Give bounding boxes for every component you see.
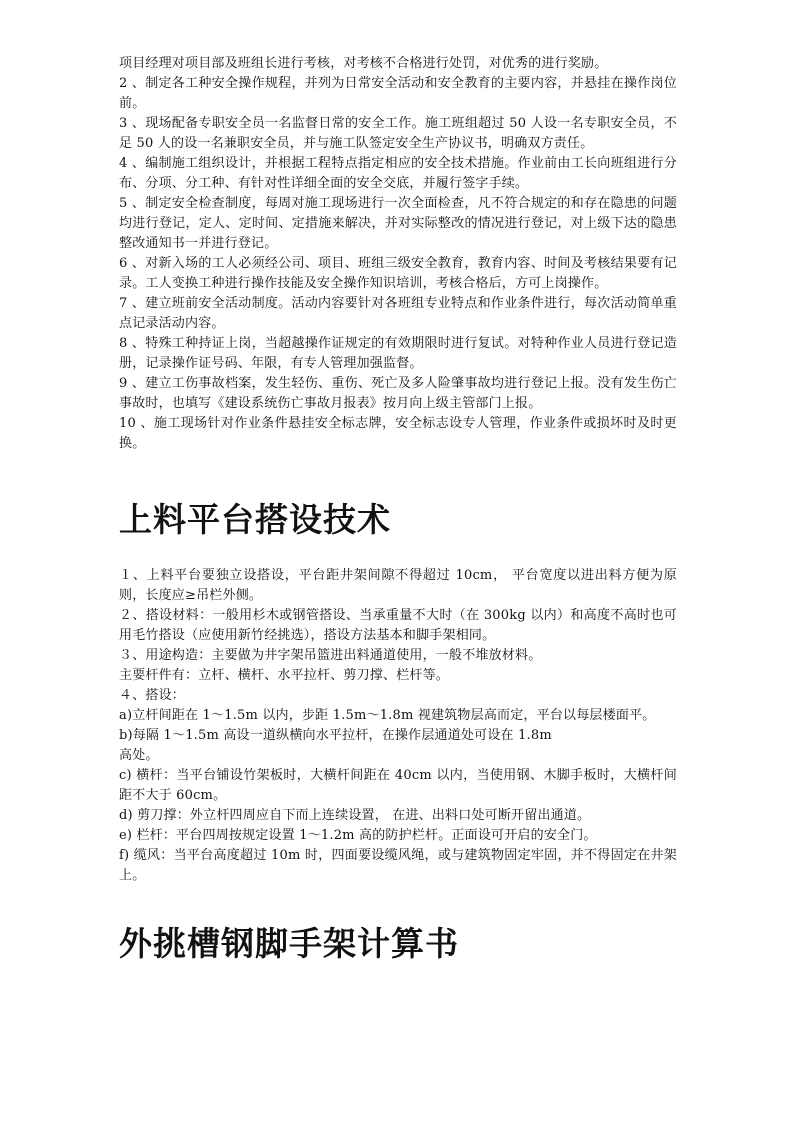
paragraph-platform-c: c) 横杆：当平台铺设竹架板时，大横杆间距在 40cm 以内，当使用钢、木脚手板时，大横杆间距不大于 60cm。 xyxy=(119,768,677,803)
heading-platform: 上料平台搭设技术 xyxy=(119,500,391,539)
paragraph-item-5: 5 、制定安全检查制度，每周对施工现场进行一次全面检查，凡不符合规定的和存在隐患的问题均进行登记，定人、定时间、定措施来解决，并对实际整改的情况进行登记，对上级下达的隐患整改通知书一并进行登记。 xyxy=(119,196,677,251)
paragraph-platform-4: ４、搭设： xyxy=(119,688,186,703)
paragraph-item-8: 8 、特殊工种持证上岗，当超越操作证规定的有效期限时进行复试。对特种作业人员进行登记造册，记录操作证号码、年限，有专人管理加强监督。 xyxy=(119,336,677,371)
paragraph-platform-b: b)每隔 1～1.5m 高设一道纵横向水平拉杆，在操作层通道处可设在 1.8m xyxy=(119,728,552,743)
paragraph-platform-b-cont: 高处。 xyxy=(119,748,159,763)
safety-measures-list xyxy=(119,54,677,454)
paragraph-item-2: 2 、制定各工种安全操作规程，并列为日常安全活动和安全教育的主要内容，并悬挂在操作岗位前。 xyxy=(119,76,677,111)
paragraph-item-7: 7 、建立班前安全活动制度。活动内容要针对各班组专业特点和作业条件进行，每次活动简单重点记录活动内容。 xyxy=(119,296,677,331)
paragraph-platform-2: ２、搭设材料：一般用杉木或钢管搭设、当承重量不大时（在 300kg 以内）和高度不高时也可用毛竹搭设（应使用新竹经挑选），搭设方法基本和脚手架相同。 xyxy=(119,608,677,643)
paragraph-platform-a: a)立杆间距在 1～1.5m 以内，步距 1.5m～1.8m 视建筑物层高而定，平台以每层楼面平。 xyxy=(119,708,656,723)
platform-section-body xyxy=(119,566,677,886)
paragraph-platform-3: ３、用途构造：主要做为井字架吊篮进出料通道使用，一般不堆放材料。 xyxy=(119,648,542,663)
paragraph-item-10: 10 、施工现场针对作业条件悬挂安全标志牌，安全标志设专人管理，作业条件或损坏时及时更换。 xyxy=(119,416,677,451)
document-page xyxy=(119,54,677,964)
paragraph-platform-f: f) 缆风：当平台高度超过 10m 时，四面要设缆风绳，或与建筑物固定牢固，并不得固定在井架上。 xyxy=(119,848,677,883)
paragraph-item-4: 4 、编制施工组织设计，并根据工程特点指定相应的安全技术措施。作业前由工长向班组进行分布、分项、分工种、有针对性详细全面的安全交底，并履行签字手续。 xyxy=(119,156,677,191)
paragraph-platform-d: d) 剪刀撑：外立杆四周应自下而上连续设置， 在进、出料口处可断开留出通道。 xyxy=(119,808,591,823)
paragraph-item-3: 3 、现场配备专职安全员一名监督日常的安全工作。施工班组超过 50 人设一名专职安全员，不足 50 人的设一名兼职安全员，并与施工队签定安全生产协议书，明确双方责任。 xyxy=(119,116,677,151)
paragraph-platform-e: e) 栏杆：平台四周按规定设置 1～1.2m 高的防护栏杆。正面设可开启的安全门。 xyxy=(119,828,597,843)
heading-calculation: 外挑槽钢脚手架计算书 xyxy=(119,924,459,963)
paragraph-item-6: 6 、对新入场的工人必须经公司、项目、班组三级安全教育，教育内容、时间及考核结果要有记录。工人变换工种进行操作技能及安全操作知识培训，考核合格后，方可上岗操作。 xyxy=(119,256,677,291)
paragraph-item-9: 9 、建立工伤事故档案，发生轻伤、重伤、死亡及多人险肇事故均进行登记上报。没有发生伤亡事故时，也填写《建设系统伤亡事故月报表》按月向上级主管部门上报。 xyxy=(119,376,677,411)
paragraph-platform-1: １、上料平台要独立设搭设，平台距井架间隙不得超过 10cm， 平台宽度以进出料方便为原则，长度应≥吊栏外侧。 xyxy=(119,568,677,603)
paragraph-intro: 项目经理对项目部及班组长进行考核，对考核不合格进行处罚，对优秀的进行奖励。 xyxy=(119,56,608,71)
paragraph-platform-members: 主要杆件有：立杆、横杆、水平拉杆、剪刀撑、栏杆等。 xyxy=(119,668,450,683)
